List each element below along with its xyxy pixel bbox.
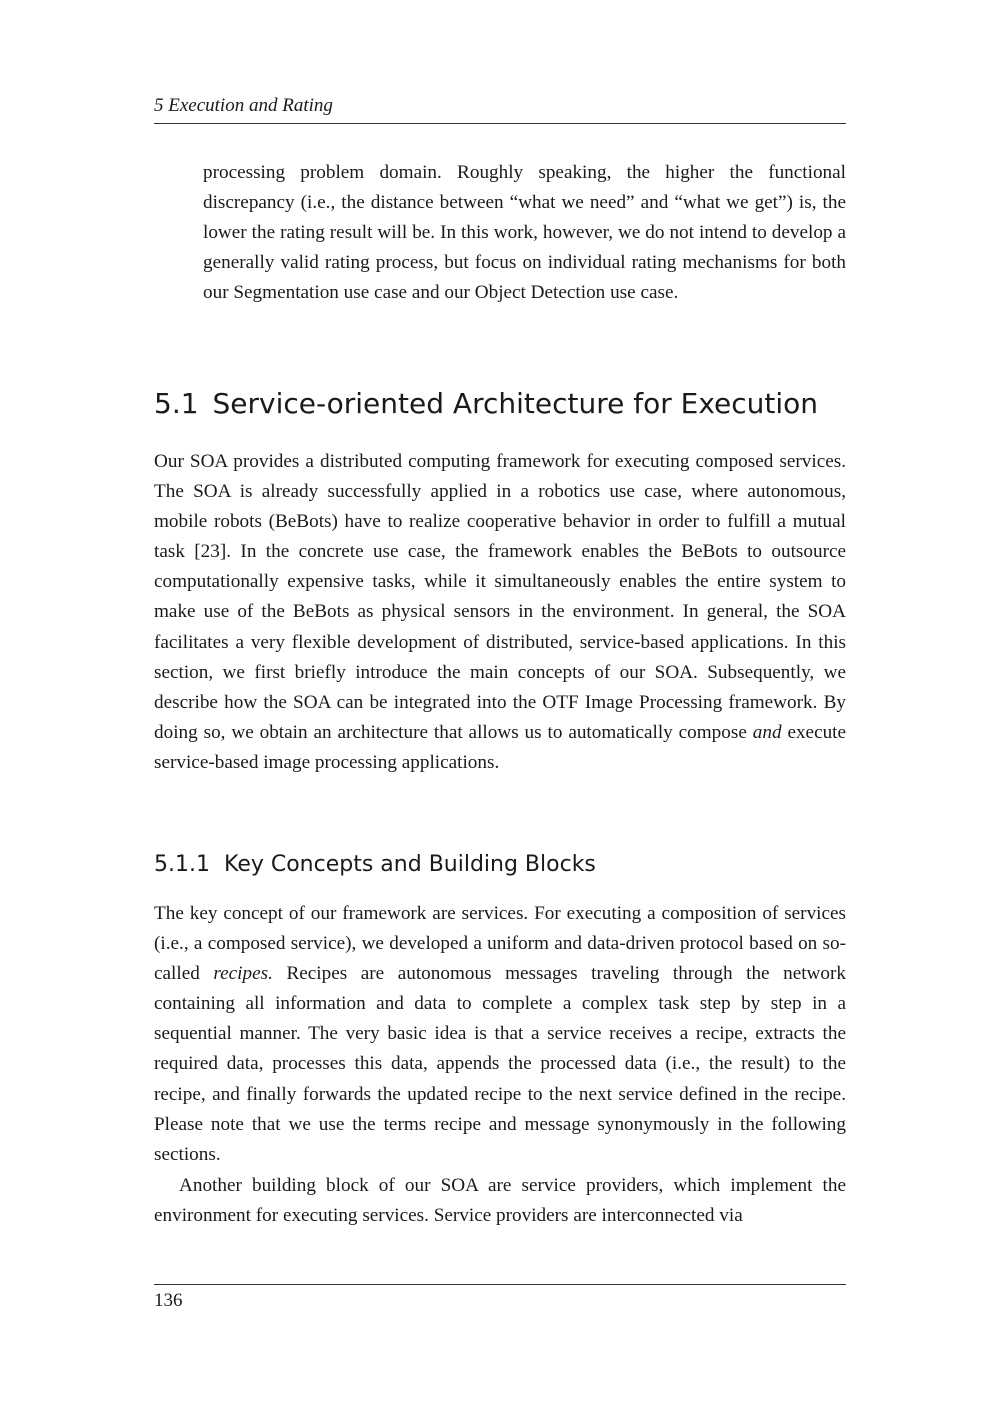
- section-paragraph: [154, 447, 846, 778]
- subsection-title: Key Concepts and Building Blocks: [223, 852, 596, 877]
- section-body: [154, 447, 846, 778]
- section-title: Service-oriented Architecture for Execution: [212, 387, 819, 420]
- subsection-paragraph-2: Another building block of our SOA are service providers, which implement the environment for executing services. Service providers are interconnected via: [154, 1174, 846, 1226]
- section-paragraph-text-2: execute service-based image processing applications.: [154, 721, 847, 773]
- subsection-heading: [154, 849, 846, 881]
- document-page: [154, 0, 846, 1414]
- running-header: 5 Execution and Rating: [154, 95, 333, 116]
- subsection-paragraph-1: [154, 899, 846, 1170]
- subsection-body: [154, 899, 846, 1231]
- intro-paragraph: processing problem domain. Roughly speaking, the higher the functional discrepancy (i.e., the distance between “what we need” and “what we get”) is, the lower the rating result will be. In this work, however, we do not intend to develop a generally valid rating process, but focus on individual rating mechanisms for both our Segmentation use case and our Object Detection use case.: [203, 162, 846, 304]
- section-paragraph-emphasis: and: [752, 721, 782, 743]
- section-number: 5.1: [154, 387, 199, 420]
- intro-paragraph-block: [203, 158, 846, 308]
- page-number: 136: [154, 1290, 183, 1311]
- subsection-paragraph-1-emphasis: recipes.: [213, 963, 273, 985]
- section-heading: [154, 384, 846, 424]
- header-rule: [154, 123, 846, 124]
- footer-rule: [154, 1284, 846, 1285]
- subsection-number: 5.1.1: [154, 852, 210, 877]
- subsection-paragraph-1-text-2: Recipes are autonomous messages traveling through the network containing all information and data to complete a complex task step by step in a sequential manner. The very basic idea is that a service receives a recipe, extracts the required data, processes this data, appends the processed data (i.e., the result) to the recipe, and finally forwards the updated recipe to the next service defined in the recipe. Please note that we use the terms recipe and message synonymously in the following sections.: [154, 963, 846, 1165]
- section-paragraph-text-1: Our SOA provides a distributed computing framework for executing composed services. The SOA is already successfully applied in a robotics use case, where autonomous, mobile robots (BeBots) have to realize cooperative behavior in order to fulfill a mutual task [23]. In the concrete use case, the framework enables the BeBots to outsource computationally expensive tasks, while it simultaneously enables the entire system to make use of the BeBots as physical sensors in the environment. In general, the SOA facilitates a very flexible development of distributed, service-based applications. In this section, we first briefly introduce the main concepts of our SOA. Subsequently, we describe how the SOA can be integrated into the OTF Image Processing framework. By doing so, we obtain an architecture that allows us to automatically compose: [154, 451, 846, 743]
- subsection-paragraph-1-text-1: The key concept of our framework are services. For executing a composition of services (i.e., a composed service), we developed a uniform and data-driven protocol based on so-called: [154, 903, 846, 985]
